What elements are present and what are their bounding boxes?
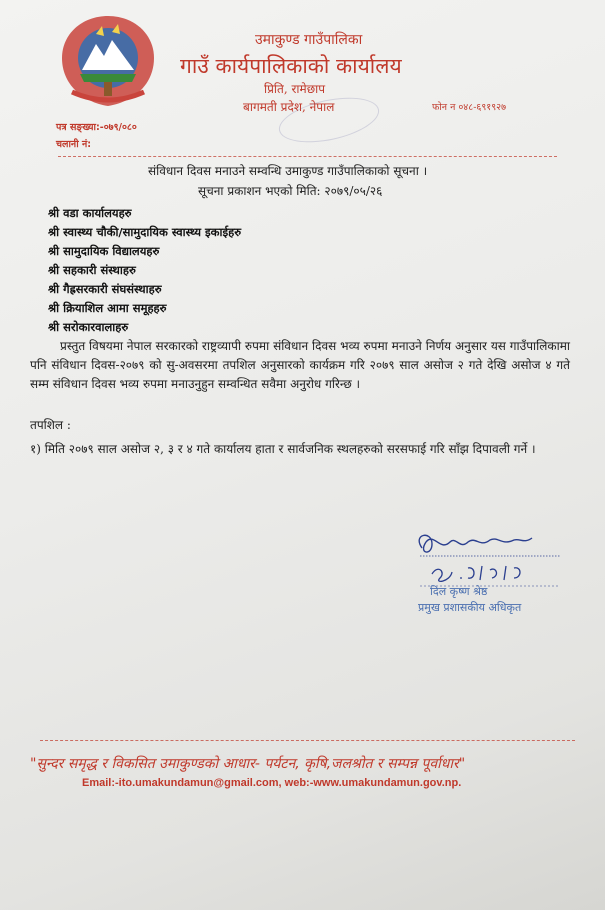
header-divider <box>58 156 557 157</box>
addressee: श्री वडा कार्यालयहरु <box>48 206 132 220</box>
notice-subject: संविधान दिवस मनाउने सम्वन्धि उमाकुण्ड गाउँपालिकाको सूचना । <box>148 164 428 178</box>
addressee: श्री सरोकारवालाहरु <box>48 320 129 334</box>
office-province: बागमती प्रदेश, नेपाल <box>243 100 335 114</box>
addressee: श्री स्वास्थ्य चौकी/सामुदायिक स्वास्थ्य इकाईहरु <box>48 225 242 239</box>
office-title: गाउँ कार्यपालिकाको कार्यालय <box>180 54 402 78</box>
notice-date: सूचना प्रकाशन भएको मिति: २०७९/०५/२६ <box>198 184 383 198</box>
office-location: प्रिति, रामेछाप <box>264 82 326 96</box>
signatory-name: दिल कृष्ण श्रेष्ठ <box>430 585 488 598</box>
municipality-name: उमाकुण्ड गाउँपालिका <box>255 32 363 48</box>
footer-contact: Email:-ito.umakundamun@gmail.com, web:-www.umakundamun.gov.np. <box>82 777 462 789</box>
addressee: श्री सामुदायिक विद्यालयहरु <box>48 244 160 258</box>
addressee: श्री गैह्रसरकारी संघसंस्थाहरु <box>48 282 162 296</box>
addressee: श्री सहकारी संस्थाहरु <box>48 263 136 277</box>
footer-motto: "सुन्दर समृद्ध र विकसित उमाकुण्डको आधार- पर्यटन, कृषि,जलश्रोत र सम्पन्न पूर्वाधार" <box>30 756 466 772</box>
signatory-title: प्रमुख प्रशासकीय अधिकृत <box>418 601 522 614</box>
addressee: श्री क्रियाशिल आमा समूहहरु <box>48 301 167 315</box>
body-paragraph: प्रस्तुत विषयमा नेपाल सरकारको राष्ट्रव्यापी रुपमा संविधान दिवस भव्य रुपमा मनाउने निर्णय अनुसार यस गाउँपालिकामा पनि संविधान दिवस-२०७९ को सु-अवसरमा तपशिल अनुसारको कार्यक्रम गरि २०७९ साल असोज २ गते देखि असोज ४ गते सम्म संविधान दिवस भव्य रुपमा मनाउनुहुन सम्वन्धित सवैमा अनुरोध गरिन्छ । <box>30 339 570 391</box>
dispatch-number: चलानी नं: <box>56 139 92 150</box>
reference-number: पत्र सङ्ख्या:-०७९/०८० <box>56 122 137 133</box>
footer-divider <box>40 740 575 741</box>
phone-number: फोन न ०४८-६९१९२७ <box>432 102 507 113</box>
details-item: १) मिति २०७९ साल असोज २, ३ र ४ गते कार्यालय हाता र सार्वजनिक स्थलहरुको सरसफाई गरि साँझ दिपावली गर्ने । <box>30 442 536 456</box>
details-label: तपशिल : <box>30 418 71 432</box>
nepal-government-emblem <box>52 12 164 110</box>
